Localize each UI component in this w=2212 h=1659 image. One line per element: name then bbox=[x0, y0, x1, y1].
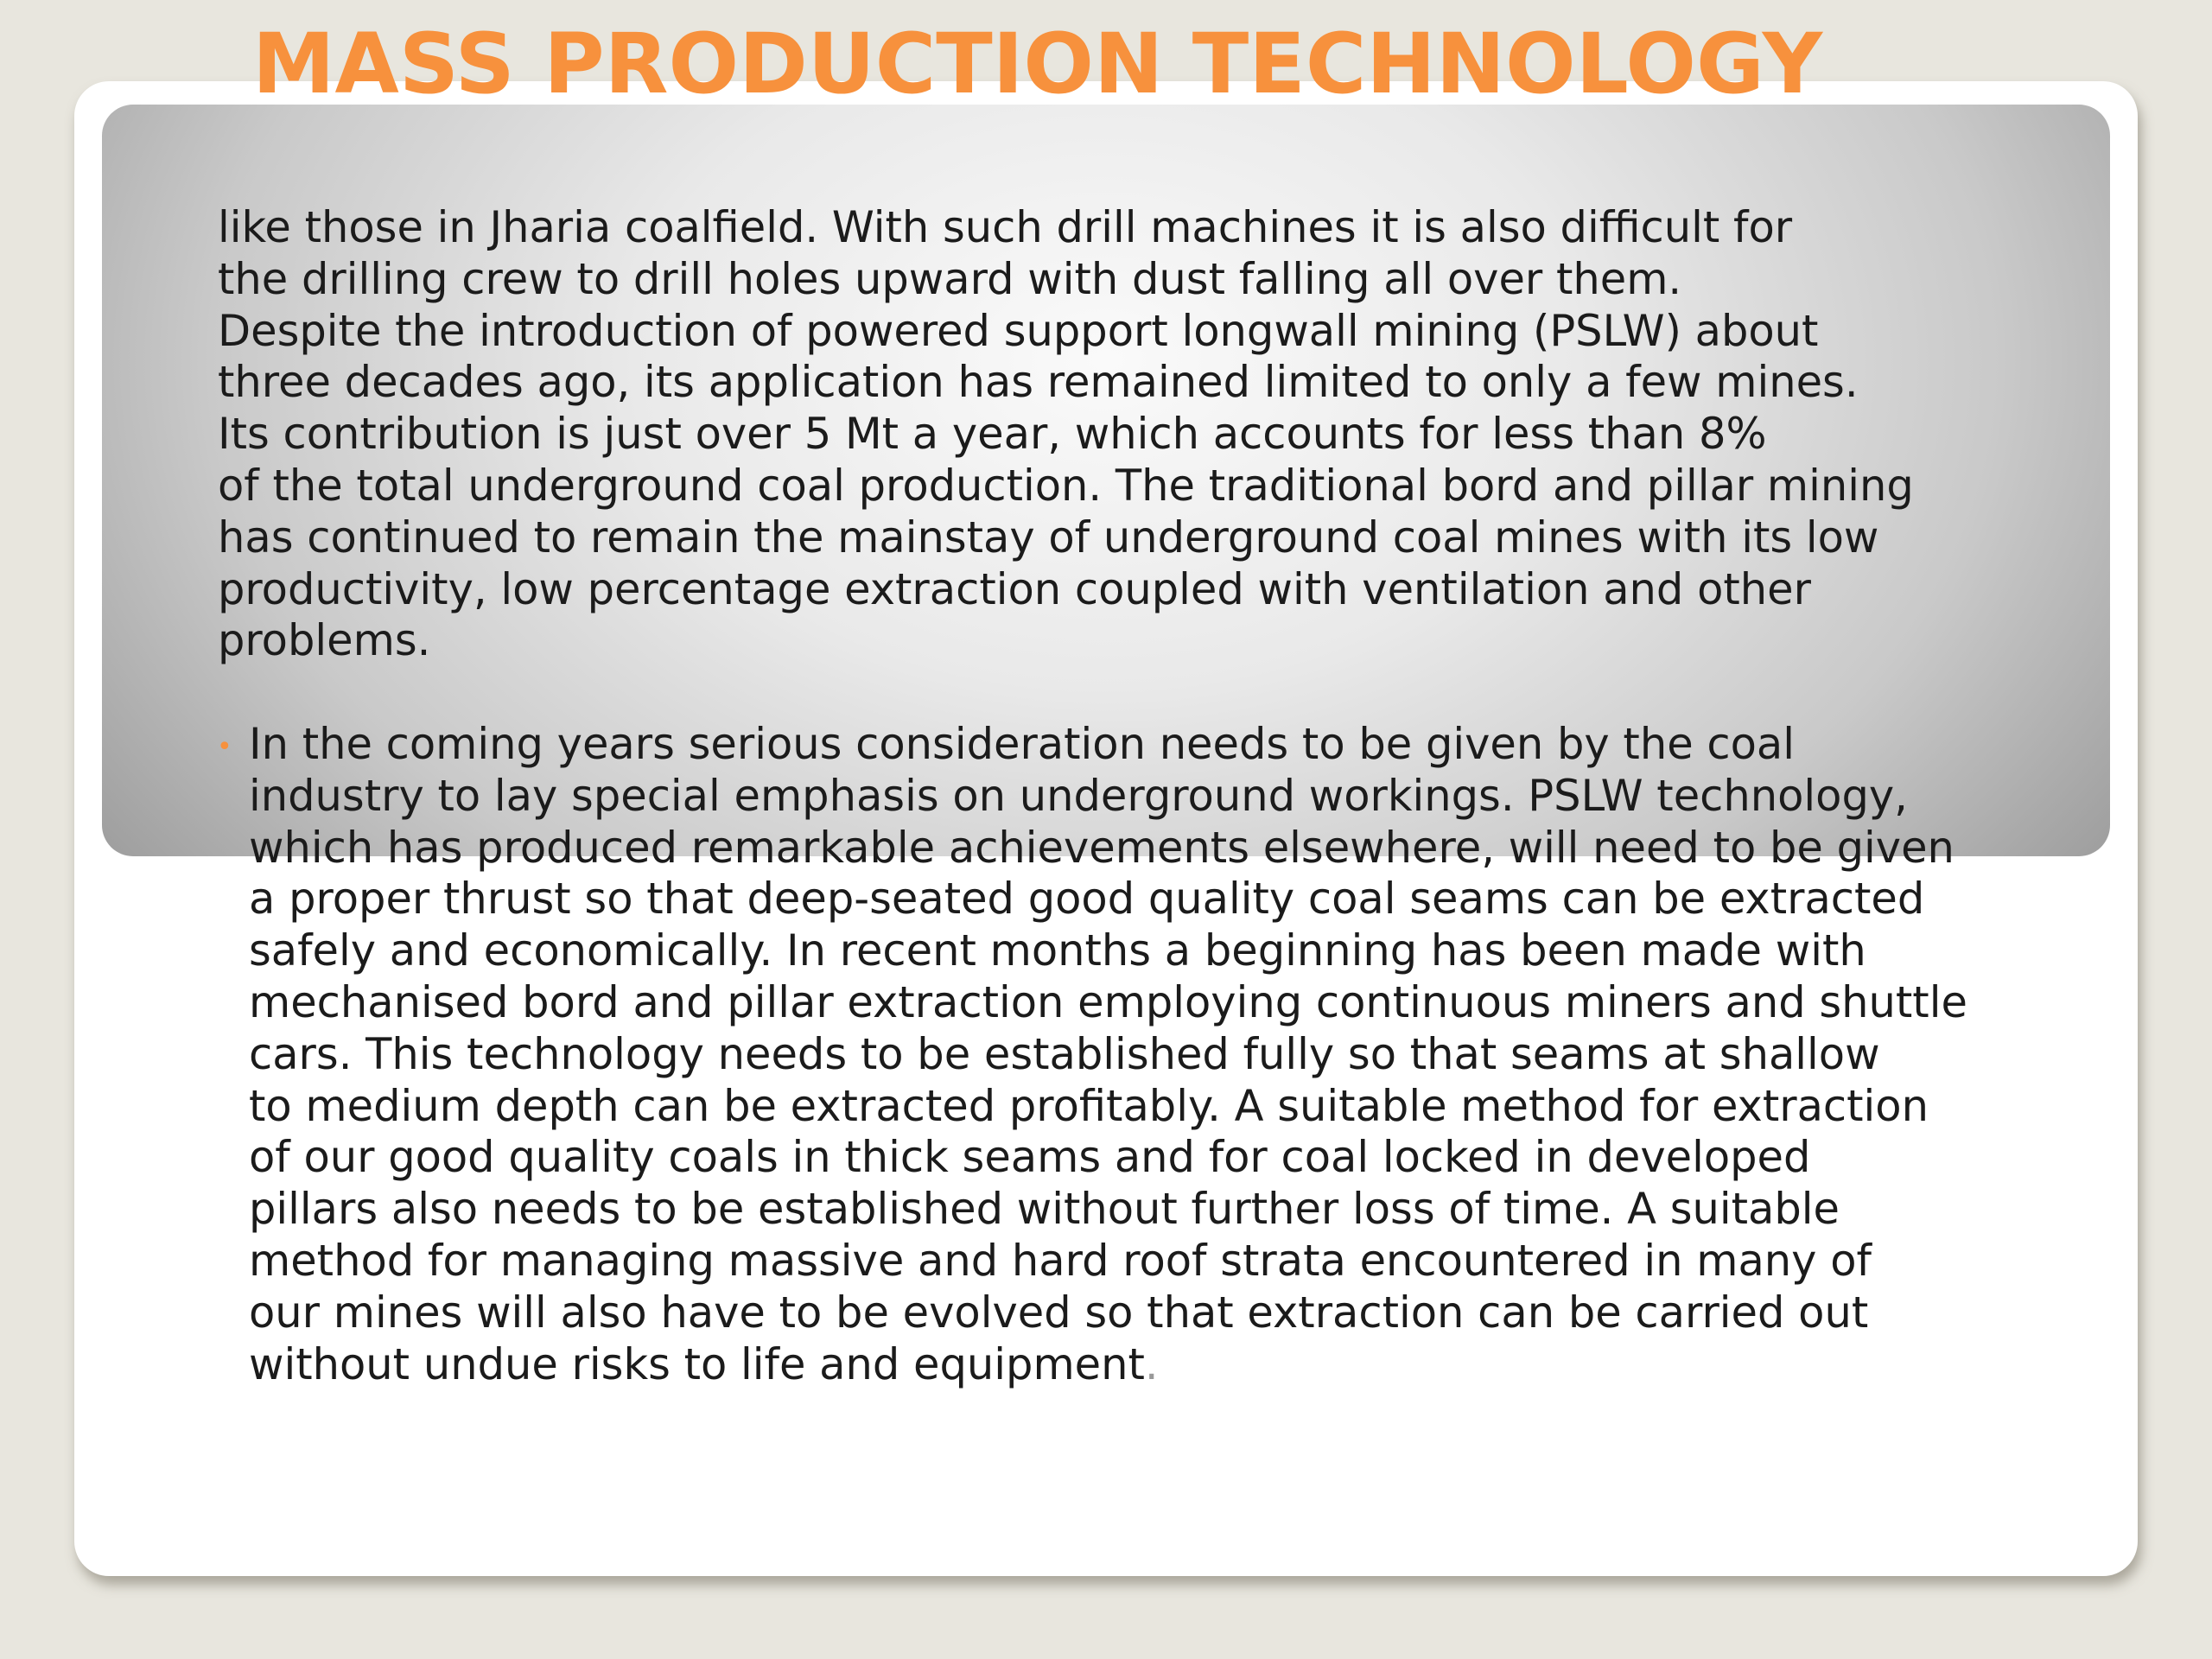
paragraph-1: like those in Jharia coalfield. With such drill machines it is also difficult for the drilling crew to drill holes upward with dust falling all over them. Despite the introduction of powered support longwall mining (PSLW) about three decades ago, its application has remained limited to only a few mines. Its contribution is just over 5 Mt a year, which accounts for less than 8% of the total underground coal production. The traditional bord and pillar mining has continued to remain the mainstay of underground coal mines with its low productivity, low percentage extraction coupled with ventilation and other problems. bbox=[218, 202, 1914, 666]
slide-title: MASS PRODUCTION TECHNOLOGY bbox=[252, 16, 1823, 112]
bullet-marker: • bbox=[217, 732, 232, 762]
paragraph-2-end: . bbox=[1144, 1338, 1159, 1389]
paragraph-2-text: In the coming years serious consideration needs to be given by the coal industry to lay special emphasis on underground workings. PSLW technology, which has produced remarkable achievements elsewhere, will need to be given a proper thrust so that deep-seated good quality coal seams can be extracted safely and economically. In recent months a beginning has been made with mechanised bord and pillar extraction employing continuous miners and shuttle cars. This technology needs to be established fully so that seams at shallow to medium depth can be extracted profitably. A suitable method for extraction of our good quality coals in thick seams and for coal locked in developed pillars also needs to be established without further loss of time. A suitable method for managing massive and hard roof strata encountered in many of our mines will also have to be evolved so that extraction can be carried out without undue risks to life and equipment bbox=[249, 719, 1967, 1389]
paragraph-2 bbox=[249, 719, 2150, 1390]
